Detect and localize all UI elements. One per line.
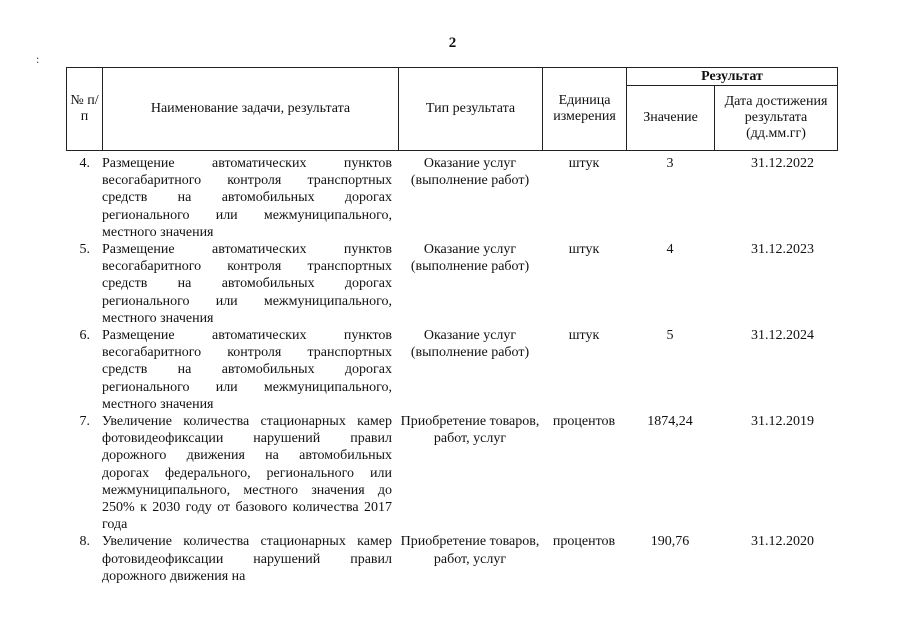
row-num: 8. bbox=[79, 534, 90, 550]
row-name: Размещение автоматических пунктов весогабаритного контроля транспортных средств на автомобильных дорогах регионального или межмуниципального, местного значения bbox=[102, 328, 392, 412]
row-num: 5. bbox=[79, 242, 90, 258]
row-value: 1874,24 bbox=[647, 414, 693, 430]
row-unit: штук bbox=[568, 156, 600, 171]
table-header bbox=[66, 67, 838, 151]
row-type: Оказание услуг (выполнение работ) bbox=[410, 242, 530, 275]
row-value: 3 bbox=[666, 156, 674, 171]
row-date: 31.12.2019 bbox=[751, 414, 814, 430]
row-name: Увеличение количества стационарных камер фотовидеофиксации нарушений правил дорожного движения на bbox=[102, 534, 392, 584]
header-unit: Единица измерения bbox=[543, 68, 627, 151]
table-row bbox=[66, 413, 837, 533]
header-num: № п/п bbox=[67, 68, 103, 151]
row-date: 31.12.2024 bbox=[751, 328, 814, 344]
row-unit: процентов bbox=[552, 414, 616, 430]
row-num: 4. bbox=[79, 156, 90, 171]
header-result-group: Результат bbox=[627, 68, 838, 86]
row-type: Оказание услуг (выполнение работ) bbox=[410, 156, 530, 189]
row-value: 4 bbox=[666, 242, 674, 258]
header-date: Дата достижения результата (дд.мм.гг) bbox=[715, 86, 838, 151]
row-num: 7. bbox=[79, 414, 90, 430]
row-type: Приобретение товаров, работ, услуг bbox=[400, 534, 540, 567]
row-date: 31.12.2022 bbox=[751, 156, 814, 171]
row-unit: штук bbox=[568, 242, 600, 258]
row-name: Размещение автоматических пунктов весогабаритного контроля транспортных средств на автомобильных дорогах регионального или межмуниципального, местного значения bbox=[102, 156, 392, 240]
margin-mark: : bbox=[36, 52, 40, 66]
row-date: 31.12.2020 bbox=[751, 534, 814, 550]
row-value: 5 bbox=[666, 328, 674, 344]
row-type: Оказание услуг (выполнение работ) bbox=[410, 328, 530, 361]
page-number: 2 bbox=[448, 35, 457, 51]
header-type: Тип результата bbox=[399, 68, 543, 151]
row-type: Приобретение товаров, работ, услуг bbox=[400, 414, 540, 447]
table-row bbox=[66, 327, 837, 413]
row-name: Размещение автоматических пунктов весогабаритного контроля транспортных средств на автомобильных дорогах регионального или межмуниципального, местного значения bbox=[102, 242, 392, 326]
row-name: Увеличение количества стационарных камер фотовидеофиксации нарушений правил дорожного движения на автомобильных дорогах федерального, регионального или межмуниципального, местного значения до 250% к 2030 году от базового количества 2017 года bbox=[102, 414, 392, 533]
header-name: Наименование задачи, результата bbox=[103, 68, 399, 151]
row-num: 6. bbox=[79, 328, 90, 344]
table-row bbox=[66, 155, 837, 241]
row-value: 190,76 bbox=[650, 534, 690, 550]
table-row bbox=[66, 241, 837, 327]
row-date: 31.12.2023 bbox=[751, 242, 814, 258]
row-unit: штук bbox=[568, 328, 600, 344]
table-body bbox=[66, 155, 837, 585]
header-value: Значение bbox=[627, 86, 715, 151]
table-row bbox=[66, 533, 837, 585]
row-unit: процентов bbox=[552, 534, 616, 550]
